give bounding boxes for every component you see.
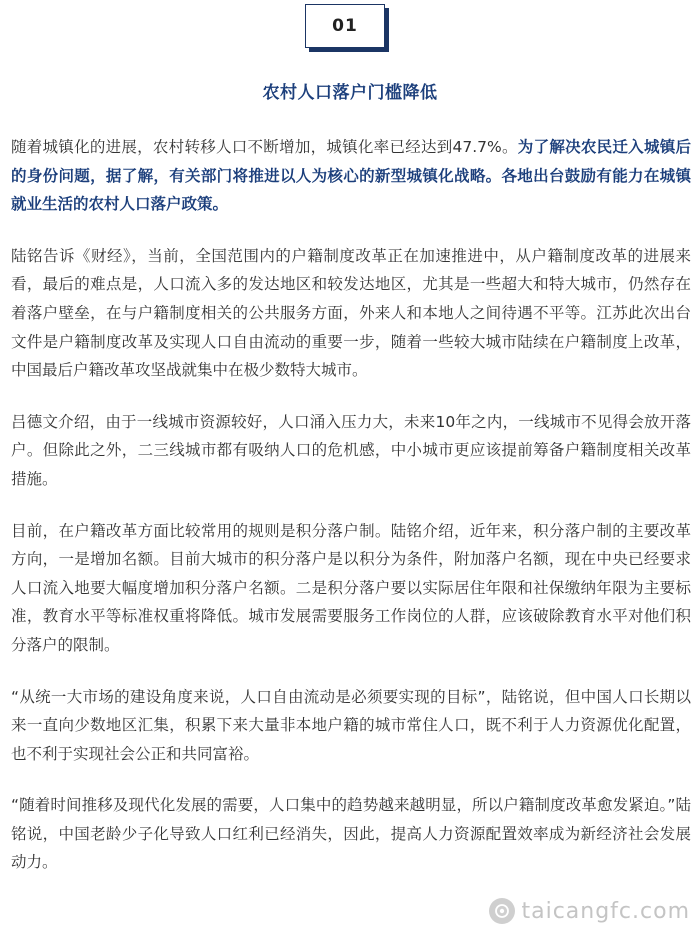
section-number: 01	[305, 4, 385, 48]
paragraph-text: 吕德文介绍，由于一线城市资源较好，人口涌入压力大，未来10年之内，一线城市不见得会放开落户。但除此之外，二三线城市都有吸纳人口的危机感，中小城市更应该提前筹备户籍制度相关改革措施。	[11, 412, 691, 488]
paragraph-text: 目前，在户籍改革方面比较常用的规则是积分落户制。陆铭介绍，近年来，积分落户制的主要改革方向，一是增加名额。目前大城市的积分落户是以积分为条件，附加落户名额，现在中央已经要求人口流入地要大幅度增加积分落户名额。二是积分落户要以实际居住年限和社保缴纳年限为主要标准，教育水平等标准权重将降低。城市发展需要服务工作岗位的人群，应该破除教育水平对他们积分落户的限制。	[11, 521, 691, 654]
paragraph-text: “随着时间推移及现代化发展的需要，人口集中的趋势越来越明显，所以户籍制度改革愈发紧迫。”陆铭说，中国老龄少子化导致人口红利已经消失，因此，提高人力资源配置效率成为新经济社会发展动力。	[11, 796, 691, 872]
paragraph	[11, 133, 691, 219]
paragraph-text: “从统一大市场的建设角度来说，人口自由流动是必须要实现的目标”，陆铭说，但中国人口长期以来一直向少数地区汇集，积累下来大量非本地户籍的城市常住人口，既不利于人力资源优化配置，也不利于实现社会公正和共同富裕。	[11, 687, 691, 763]
section-heading: 农村人口落户门槛降低	[262, 83, 438, 103]
watermark	[489, 898, 690, 924]
paragraph	[11, 408, 691, 494]
paragraph-text: 陆铭告诉《财经》，当前，全国范围内的户籍制度改革正在加速推进中，从户籍制度改革的进展来看，最后的难点是，人口流入多的发达地区和较发达地区，尤其是一些超大和特大城市，仍然存在着落户壁垒，在与户籍制度相关的公共服务方面，外来人和本地人之间待遇不平等。江苏此次出台文件是户籍制度改革及实现人口自由流动的重要一步，随着一些较大城市陆续在户籍制度上改革，中国最后户籍改革攻坚战就集中在极少数特大城市。	[11, 246, 691, 380]
watermark-text: taicangfc.com	[521, 898, 690, 924]
paragraph	[11, 683, 691, 769]
logo-icon	[489, 898, 515, 924]
section-number-badge	[305, 4, 391, 54]
paragraph-text: 随着城镇化的进展，农村转移人口不断增加，城镇化率已经达到47.7%。	[11, 138, 518, 156]
paragraph	[11, 242, 691, 385]
highlighted-text: 为了解决农民迁入城镇后的身份问题，据了解，有关部门将推进以人为核心的新型城镇化战略。各地出台鼓励有能力在城镇就业生活的农村人口落户政策。	[11, 138, 691, 214]
paragraph	[11, 791, 691, 877]
article-body	[11, 133, 691, 877]
paragraph	[11, 517, 691, 660]
